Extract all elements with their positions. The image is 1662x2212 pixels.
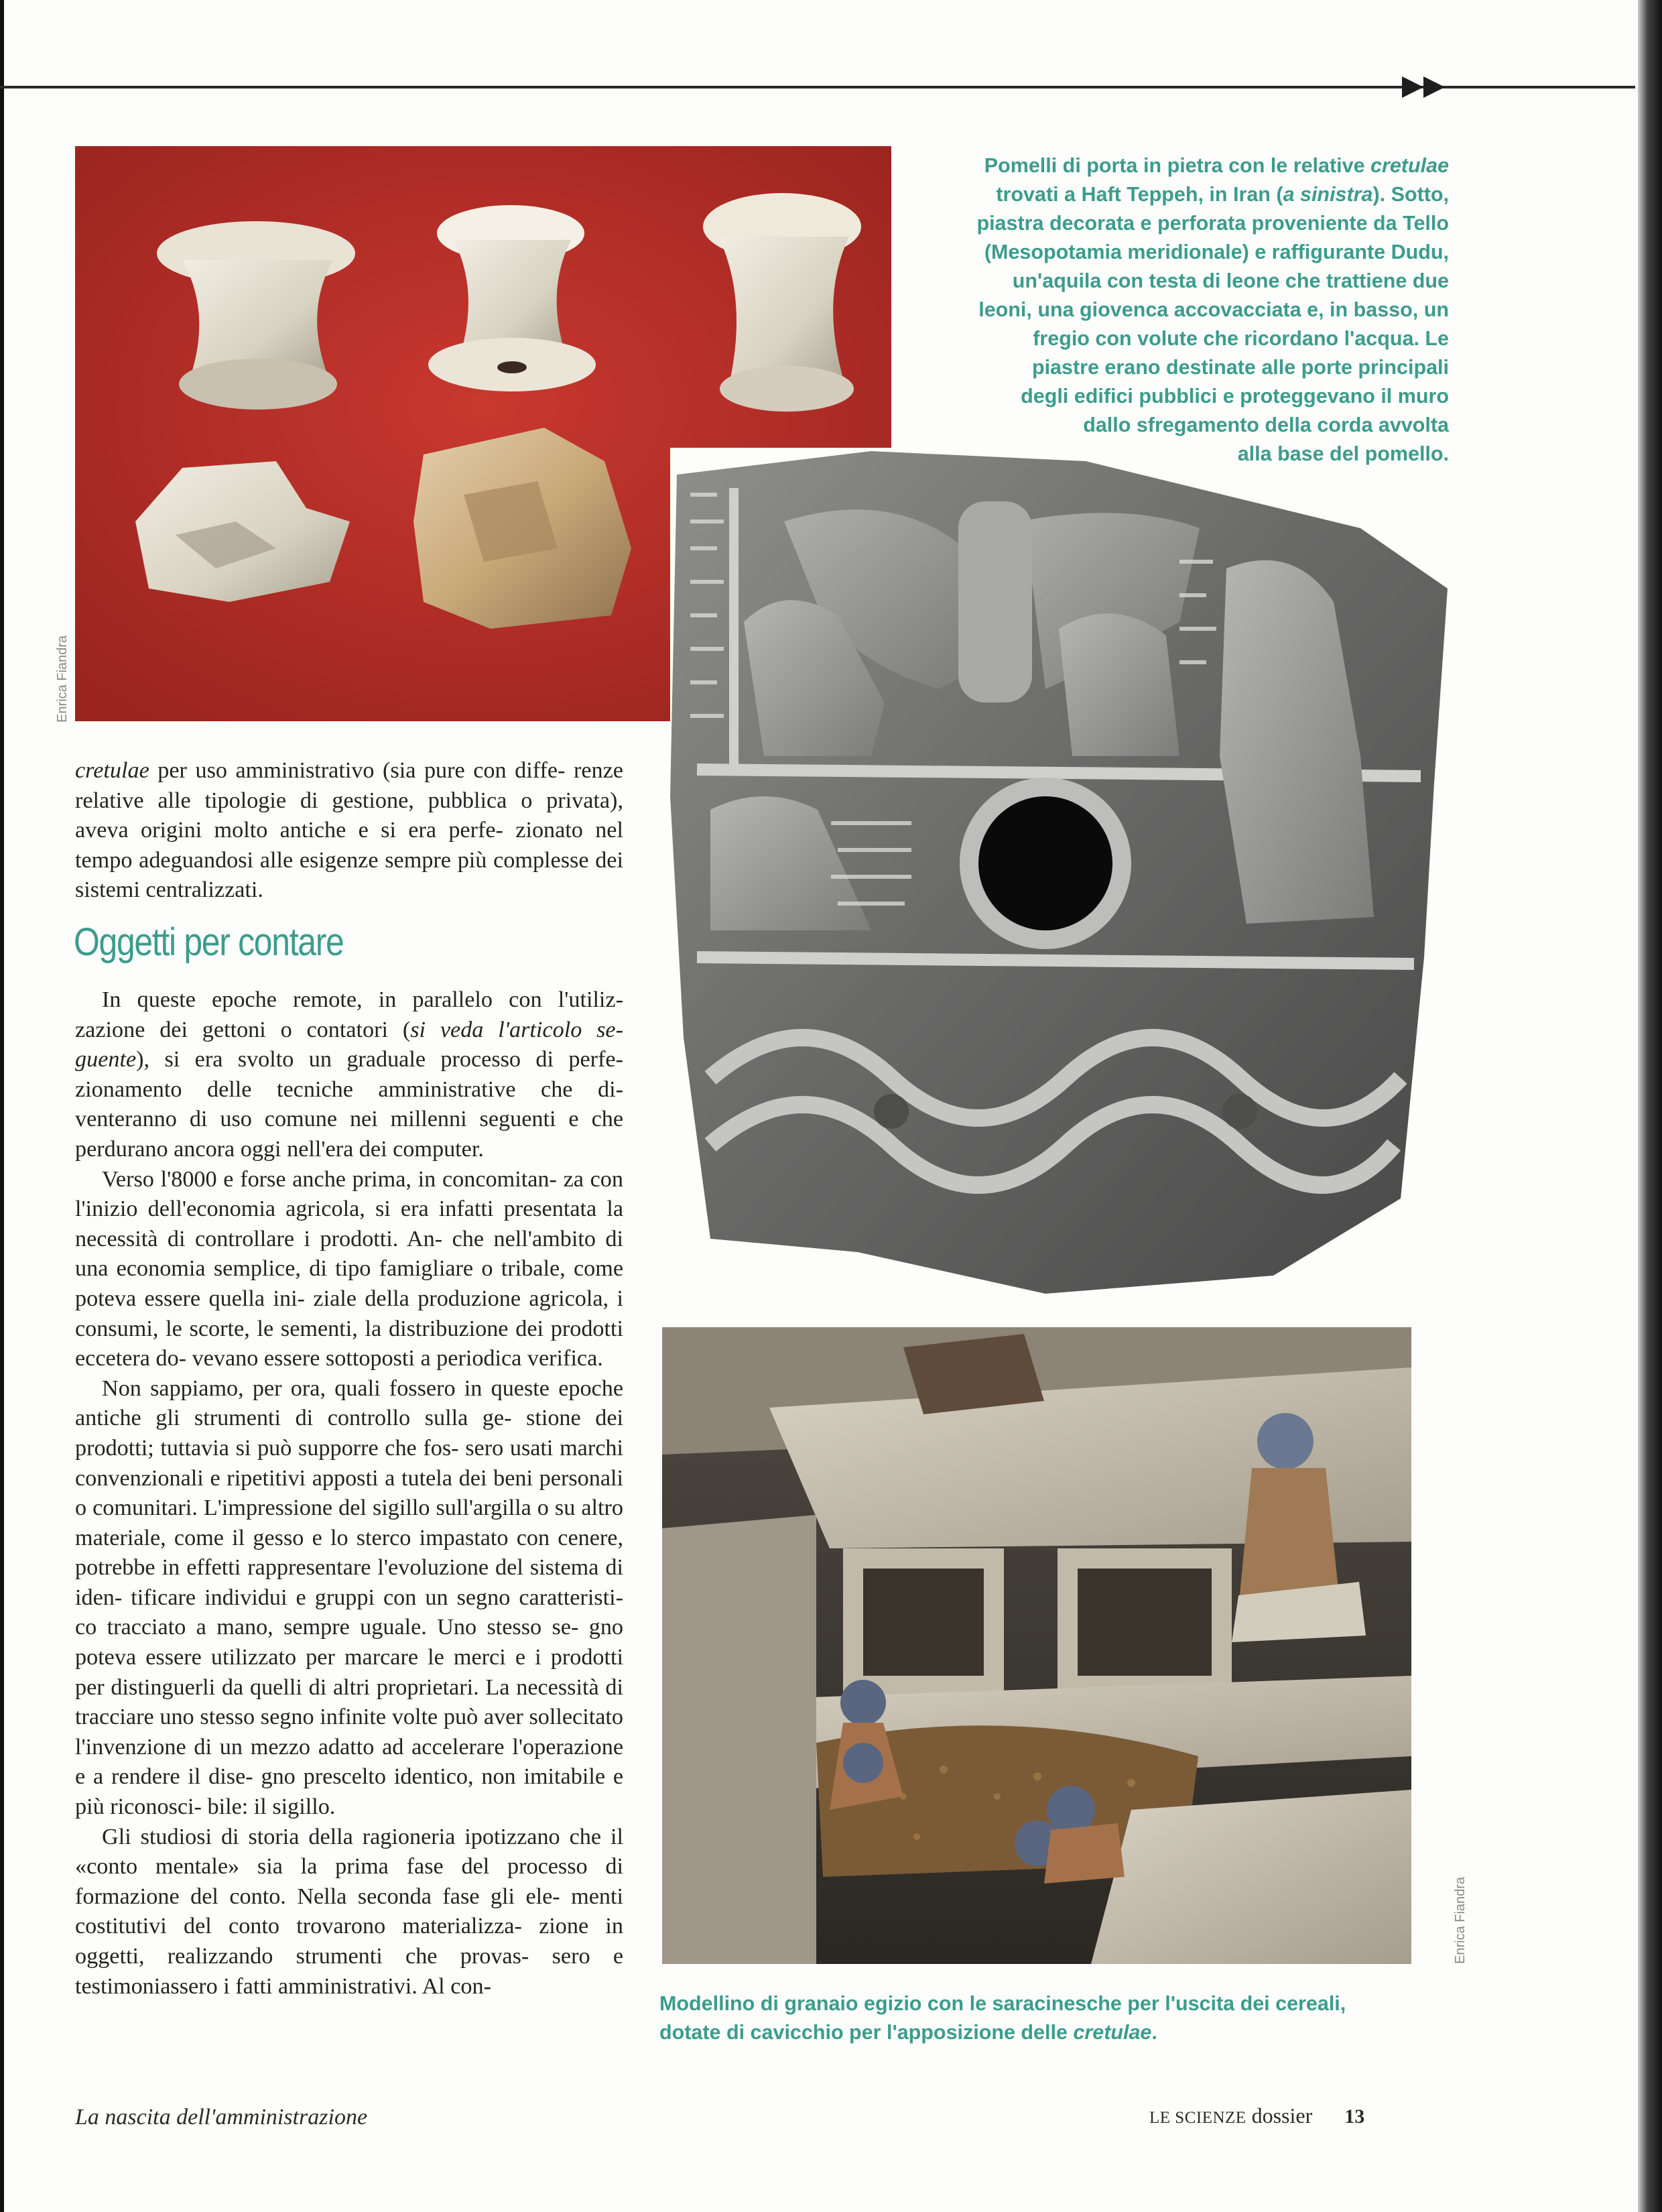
section-heading: Oggetti per contare	[74, 920, 344, 964]
emphasis-text: si veda l'articolo se-	[410, 1017, 623, 1042]
main-text-column	[75, 985, 623, 2002]
intro-paragraph	[75, 756, 623, 906]
granary-model-photo	[662, 1327, 1411, 1964]
page-number: 13	[1344, 2105, 1365, 2128]
caption-top: Pomelli di porta in pietra con le relative cretulae trovati a Haft Teppeh, in Iran (a sinistra). Sotto, piastra decorata e perforata proveniente da Tello (Mesopotamia meridionale) e raffigurante Dudu, un'aquila con testa di leone che trattiene due leoni, una giovenca accovacciata e, in basso, un fregio con volute che ricordano l'acqua. Le piastre erano destinate alle porte principali degli edifici pubblici e proteggevano il muro dallo sfregamento della corda avvolta alla base del pomello.	[976, 154, 1449, 465]
body-paragraph: Gli studiosi di storia della ragioneria ipotizzano che il «conto mentale» sia la prima fase del processo di formazione del conto. Nella seconda fase gli ele- menti costitutivi del conto trovarono materializza- zione in oggetti, realizzando strumenti che provas- sero e testimoniassero i fatti amministrativi. Al con-	[75, 1824, 624, 1999]
continue-arrows-icon	[1402, 74, 1449, 101]
caption-bottom: Modellino di granaio egizio con le saracinesche per l'uscita dei cereali, dotate di cavicchio per l'apposizione delle cretulae.	[659, 1992, 1346, 2044]
footer-magazine	[1149, 2103, 1364, 2128]
page-edge-left	[0, 0, 4, 2212]
footer-article-title: La nascita dell'amministrazione	[75, 2105, 368, 2130]
page-edge-right	[1638, 0, 1662, 2212]
emphasis-text: a sinistra	[1283, 183, 1373, 206]
footer-series: dossier	[1251, 2103, 1313, 2128]
emphasis-text: cretulae	[1073, 2021, 1152, 2044]
footer-magazine-name: LE SCIENZE	[1149, 2109, 1246, 2127]
body-paragraph: cretulae per uso amministrativo (sia pure con diffe- renze relative alle tipologie di gestione, pubblica o privata), aveva origini molto antiche e si era perfe- zionato nel tempo adeguandosi alle esigenze sempre più complesse dei sistemi centralizzati.	[75, 758, 623, 903]
emphasis-text: guente	[75, 1047, 137, 1072]
top-rule	[0, 86, 1635, 88]
emphasis-text: cretulae	[75, 758, 149, 783]
emphasis-text: cretulae	[1370, 154, 1449, 177]
tello-plaque-photo	[670, 448, 1456, 1307]
body-paragraph: Non sappiamo, per ora, quali fossero in queste epoche antiche gli strumenti di controllo sulla ge- stione dei prodotti; tuttavia si può supporre che fos- sero usati marchi convenzionali e ripetitivi apposti a tutela dei beni personali o comunitari. L'impressione del sigillo sull'argilla o su altro materiale, come il gesso e lo sterco impastato con cenere, potrebbe in effetti rappresentare l'evoluzione del sistema di iden- tificare individui e gruppi con un segno caratteristi- co tracciato a mano, sempre uguale. Uno stesso se- gno poteva essere utilizzato per marcare le merci e i prodotti per distinguerli da quelli di altri proprietari. La necessità di tracciare uno stesso segno infinite volte può aver sollecitato l'invenzione di un mezzo adatto ad accelerare l'operazione e a rendere il dise- gno prescelto identico, non imitabile e più riconosci- bile: il sigillo.	[75, 1375, 624, 1820]
body-paragraph: In queste epoche remote, in parallelo con l'utiliz- zazione dei gettoni o contatori (si veda l'articolo se- guente), si era svolto un graduale processo di perfe- zionamento delle tecniche amministrative che di- venteranno di uso comune nei millenni seguenti e che perdurano ancora oggi nell'era dei computer.	[75, 987, 624, 1162]
photo-credit-knobs: Enrica Fiandra	[55, 635, 70, 723]
photo-credit-granary: Enrica Fiandra	[1453, 1876, 1468, 1964]
body-paragraph: Verso l'8000 e forse anche prima, in concomitan- za con l'inizio dell'economia agricola, si era infatti presentata la necessità di controllare i prodotti. An- che nell'ambito di una economia semplice, di tipo famigliare o tribale, come poteva essere quella ini- ziale della produzione agricola, i consumi, le scorte, le sementi, la distribuzione dei prodotti eccetera do- vevano essere sottoposti a periodica verifica.	[75, 1166, 624, 1371]
